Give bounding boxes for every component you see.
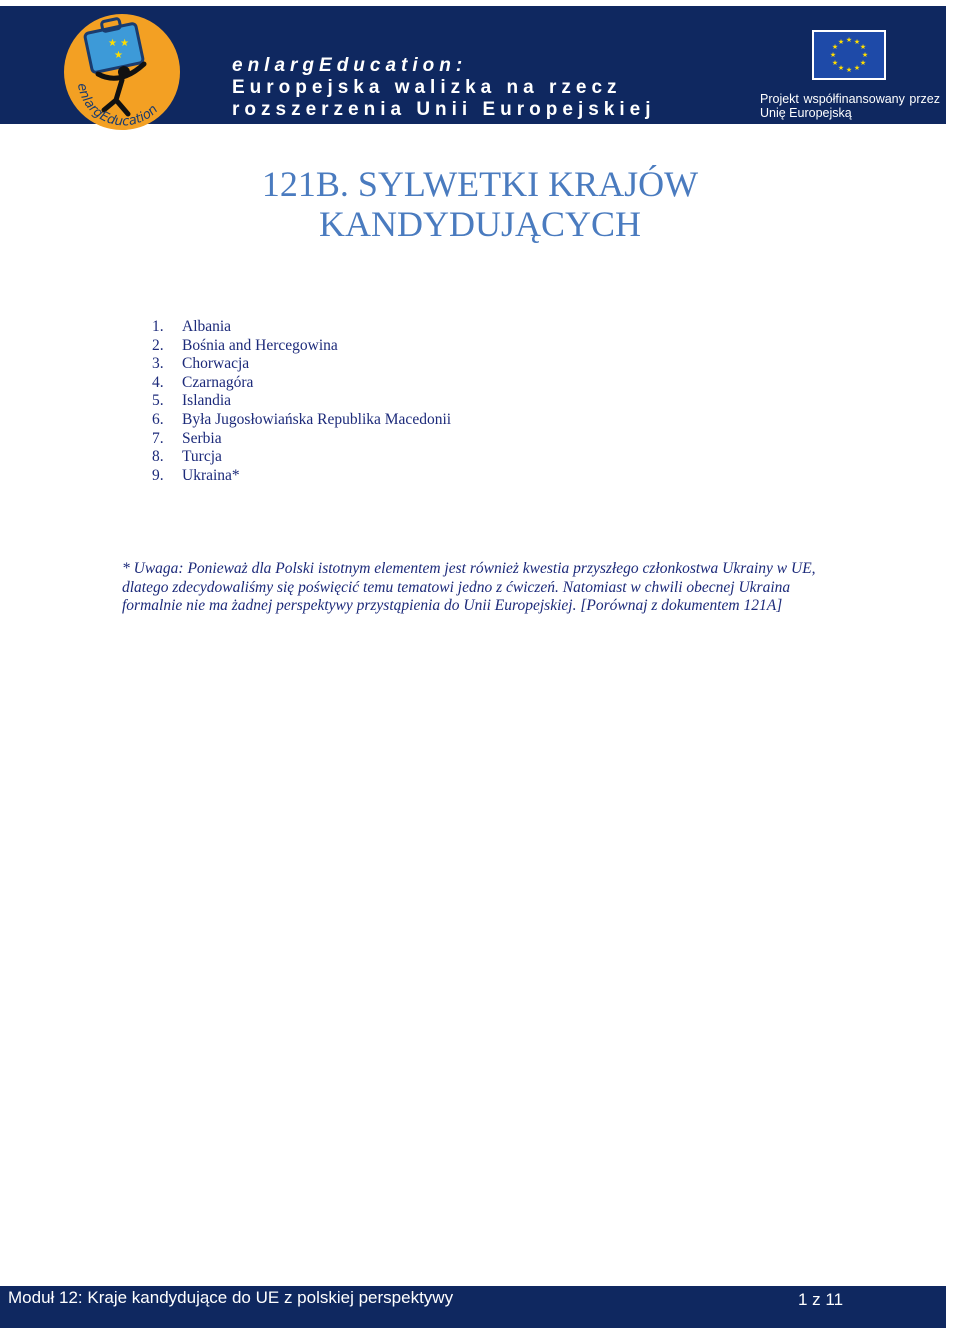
list-item-number: 1. [152, 318, 164, 335]
logo-text: enlargEducation [73, 81, 161, 130]
svg-text:★: ★ [845, 36, 853, 44]
header-title-line1: enlargEducation: [232, 55, 468, 76]
header-banner [0, 6, 946, 130]
list-item-number: 8. [152, 448, 164, 466]
svg-text:★ ★: ★ ★ [108, 38, 130, 49]
list-item-number: 9. [152, 466, 164, 484]
cofund-line2: Unię Europejską [760, 106, 852, 120]
page-title-line2: KANDYDUJĄCYCH [318, 204, 641, 244]
list-item-number: 4. [152, 373, 164, 391]
list-item [152, 392, 451, 411]
list-item-label: Była Jugosłowiańska Republika Macedonii [182, 410, 452, 428]
enlargeducation-logo [64, 14, 180, 130]
footnote [122, 560, 862, 616]
list-item-number: 5. [152, 392, 164, 410]
list-item [152, 467, 451, 486]
cofund-word3: przez [909, 92, 940, 106]
list-item-label: Serbia [182, 429, 222, 447]
footnote-line3: formalnie nie ma żadnej perspektywy przystąpienia do Unii Europejskiej. [Porównaj z dokumentem 121A] [122, 597, 783, 615]
list-item [152, 355, 451, 374]
page-title [0, 164, 960, 244]
svg-text:★: ★ [853, 64, 861, 72]
country-list [152, 318, 451, 485]
list-item-label: Islandia [182, 392, 232, 410]
list-item [152, 337, 451, 356]
logo-graphic [64, 14, 180, 130]
list-item-number: 6. [152, 410, 164, 428]
svg-text:★: ★ [829, 51, 837, 59]
svg-text:★: ★ [837, 64, 845, 72]
svg-text:★: ★ [831, 43, 839, 51]
eu-flag-icon [812, 30, 886, 80]
header-title-line2: Europejska walizka na rzecz [232, 77, 622, 98]
svg-text:★: ★ [861, 51, 869, 59]
list-item-label: Turcja [182, 448, 222, 466]
list-item-label: Czarnagóra [182, 373, 254, 391]
svg-text:★: ★ [853, 38, 861, 46]
list-item [152, 318, 451, 337]
header-title [232, 55, 655, 121]
footer-module-title: Moduł 12: Kraje kandydujące do UE z polskiej perspektywy [8, 1288, 454, 1307]
list-item [152, 430, 451, 449]
footer-banner [0, 1286, 946, 1328]
footnote-line1: * Uwaga: Ponieważ dla Polski istotnym elementem jest również kwestia przyszłego członkostwa Ukrainy w UE, [122, 560, 816, 577]
footnote-line2: dlatego zdecydowaliśmy się poświęcić temu tematowi jedno z ćwiczeń. Natomiast w chwili obecnej Ukraina [122, 578, 791, 596]
list-item-number: 2. [152, 336, 164, 354]
svg-text:★: ★ [837, 38, 845, 46]
svg-text:★: ★ [114, 50, 123, 61]
list-item-label: Albania [182, 318, 232, 335]
cofund-word1: Projekt [760, 92, 799, 106]
list-item [152, 448, 451, 467]
svg-text:★: ★ [845, 66, 853, 74]
list-item-label: Bośnia and Hercegowina [182, 336, 338, 354]
list-item-number: 7. [152, 429, 164, 447]
eu-stars [814, 32, 884, 78]
list-item-label: Chorwacja [182, 355, 250, 373]
svg-text:★: ★ [831, 59, 839, 67]
svg-text:★: ★ [859, 59, 867, 67]
svg-text:★: ★ [859, 43, 867, 51]
page-number: 1 z 11 [798, 1290, 844, 1309]
page-title-line1: 121B. SYLWETKI KRAJÓW [261, 164, 699, 204]
list-item-label: Ukraina* [182, 466, 240, 484]
cofunding-note [760, 92, 940, 120]
list-item [152, 411, 451, 430]
cofund-word2: współfinansowany [803, 92, 905, 106]
list-item [152, 374, 451, 393]
header-title-line3: rozszerzenia Unii Europejskiej [232, 99, 656, 120]
list-item-number: 3. [152, 355, 164, 373]
